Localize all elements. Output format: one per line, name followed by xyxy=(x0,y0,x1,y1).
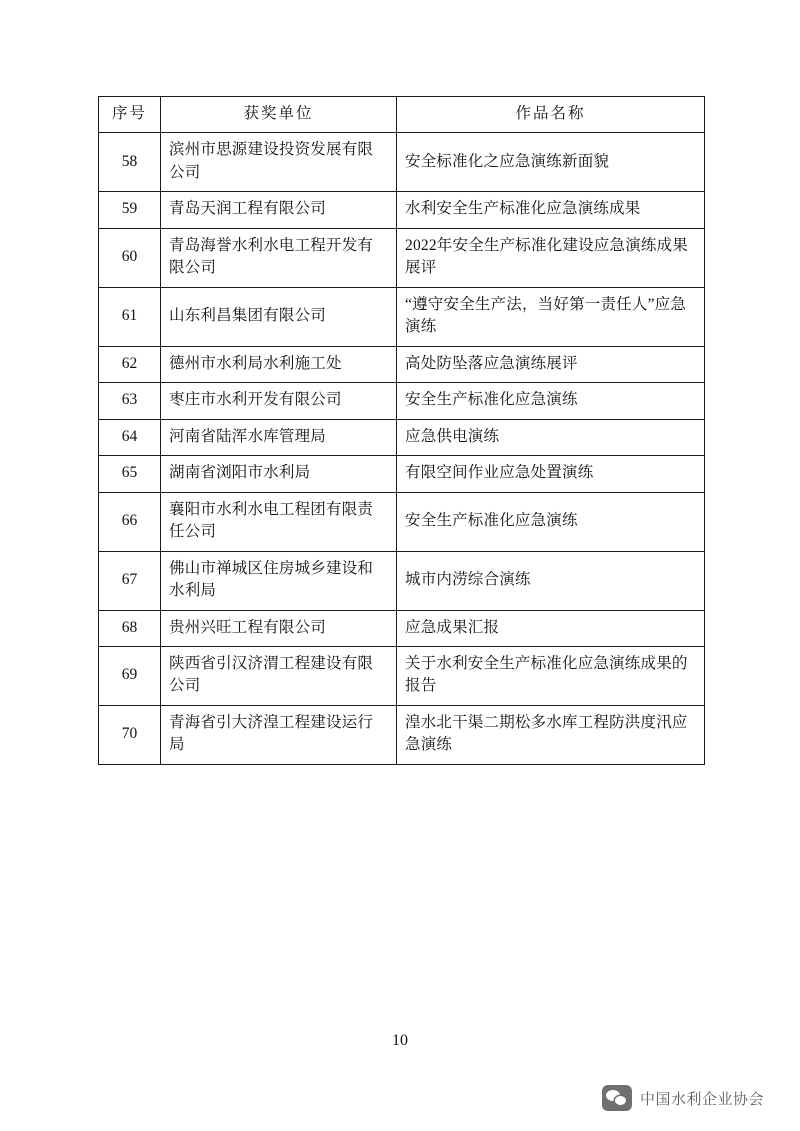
cell-unit: 襄阳市水利水电工程团有限责任公司 xyxy=(161,492,397,551)
table-header xyxy=(99,97,705,133)
cell-no: 58 xyxy=(99,133,161,192)
cell-no: 60 xyxy=(99,228,161,287)
cell-work: 应急成果汇报 xyxy=(397,610,705,646)
cell-no: 61 xyxy=(99,287,161,346)
cell-unit: 佛山市禅城区住房城乡建设和水利局 xyxy=(161,551,397,610)
cell-work: 应急供电演练 xyxy=(397,419,705,455)
cell-work: 安全生产标准化应急演练 xyxy=(397,492,705,551)
cell-unit: 河南省陆浑水库管理局 xyxy=(161,419,397,455)
table-row xyxy=(99,646,705,705)
column-header-unit: 获奖单位 xyxy=(161,97,397,133)
table-row xyxy=(99,192,705,228)
cell-unit: 青岛海誉水利水电工程开发有限公司 xyxy=(161,228,397,287)
cell-unit: 山东利昌集团有限公司 xyxy=(161,287,397,346)
cell-work: 城市内涝综合演练 xyxy=(397,551,705,610)
cell-no: 62 xyxy=(99,346,161,382)
table-body xyxy=(99,133,705,764)
cell-work: 水利安全生产标准化应急演练成果 xyxy=(397,192,705,228)
cell-no: 69 xyxy=(99,646,161,705)
cell-unit: 枣庄市水利开发有限公司 xyxy=(161,383,397,419)
table-row xyxy=(99,610,705,646)
cell-no: 63 xyxy=(99,383,161,419)
cell-work: 安全生产标准化应急演练 xyxy=(397,383,705,419)
cell-work: 关于水利安全生产标准化应急演练成果的报告 xyxy=(397,646,705,705)
cell-work: 高处防坠落应急演练展评 xyxy=(397,346,705,382)
footer-brand xyxy=(602,1085,764,1111)
column-header-no: 序号 xyxy=(99,97,161,133)
table-row xyxy=(99,492,705,551)
cell-work: 2022年安全生产标准化建设应急演练成果展评 xyxy=(397,228,705,287)
table-row xyxy=(99,705,705,764)
cell-unit: 青岛天润工程有限公司 xyxy=(161,192,397,228)
cell-unit: 德州市水利局水利施工处 xyxy=(161,346,397,382)
cell-no: 67 xyxy=(99,551,161,610)
cell-work: 湟水北干渠二期松多水库工程防洪度汛应急演练 xyxy=(397,705,705,764)
wechat-icon xyxy=(602,1085,632,1111)
table-row xyxy=(99,551,705,610)
page-number: 10 xyxy=(392,1032,408,1049)
column-header-work: 作品名称 xyxy=(397,97,705,133)
table-row xyxy=(99,383,705,419)
cell-no: 68 xyxy=(99,610,161,646)
cell-no: 70 xyxy=(99,705,161,764)
cell-no: 59 xyxy=(99,192,161,228)
award-table xyxy=(98,96,705,765)
award-table-container xyxy=(98,96,704,765)
cell-unit: 陕西省引汉济渭工程建设有限公司 xyxy=(161,646,397,705)
table-row xyxy=(99,419,705,455)
cell-no: 64 xyxy=(99,419,161,455)
cell-work: 有限空间作业应急处置演练 xyxy=(397,456,705,492)
cell-unit: 湖南省浏阳市水利局 xyxy=(161,456,397,492)
cell-unit: 滨州市思源建设投资发展有限公司 xyxy=(161,133,397,192)
cell-work: 安全标准化之应急演练新面貌 xyxy=(397,133,705,192)
cell-no: 66 xyxy=(99,492,161,551)
cell-no: 65 xyxy=(99,456,161,492)
brand-name: 中国水利企业协会 xyxy=(639,1090,764,1108)
table-row xyxy=(99,133,705,192)
cell-unit: 青海省引大济湟工程建设运行局 xyxy=(161,705,397,764)
cell-work: “遵守安全生产法，当好第一责任人”应急演练 xyxy=(397,287,705,346)
table-row xyxy=(99,346,705,382)
table-row xyxy=(99,287,705,346)
cell-unit: 贵州兴旺工程有限公司 xyxy=(161,610,397,646)
table-row xyxy=(99,456,705,492)
table-header-row xyxy=(99,97,705,133)
table-row xyxy=(99,228,705,287)
